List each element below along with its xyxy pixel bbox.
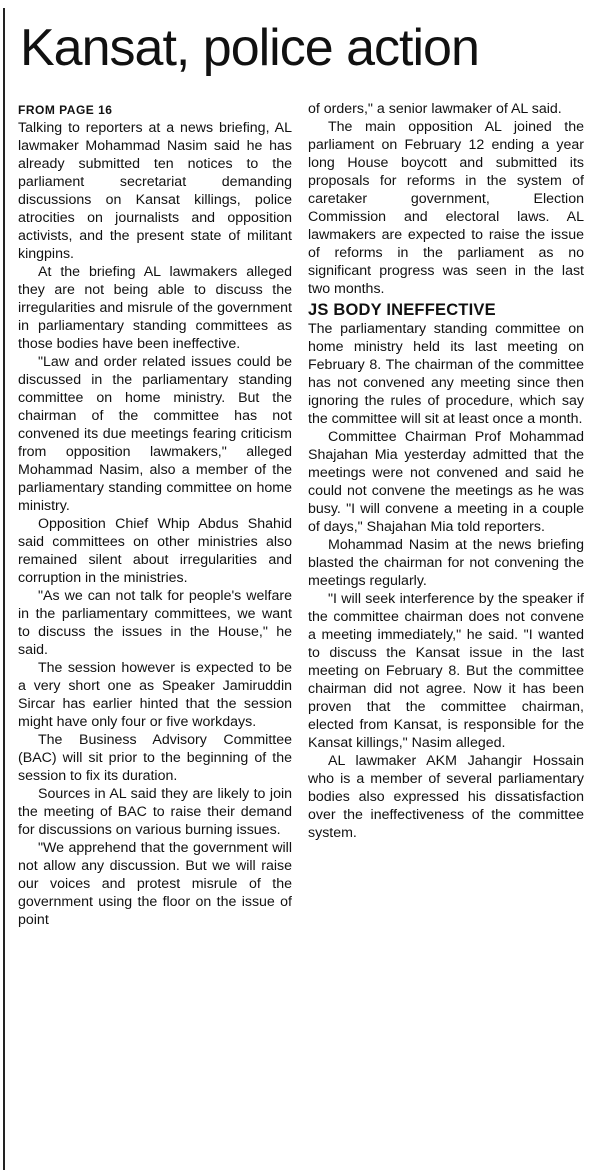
paragraph: "As we can not talk for people's welfare in the parliamentary committees, we want to discuss the issues in the House," he said.	[18, 588, 292, 658]
left-column	[18, 103, 292, 929]
paragraph: Committee Chairman Prof Mohammad Shajahan Mia yesterday admitted that the meetings were not convened and said he could not convene the meetings as he was busy. "I will convene a meeting in a couple of days," Shajahan Mia told reporters.	[308, 429, 584, 535]
paragraph: "We apprehend that the government will not allow any discussion. But we will raise our voices and protest misrule of the government using the floor on the issue of point	[18, 840, 292, 928]
right-column	[308, 100, 584, 842]
paragraph: Talking to reporters at a news briefing, AL lawmaker Mohammad Nasim said he has already submitted ten notices to the parliament secretariat demanding discussions on Kansat killings, police atrocities on journalists and opposition activists, and the present state of militant kingpins.	[18, 120, 292, 262]
paragraph: The parliamentary standing committee on home ministry held its last meeting on February 8. The chairman of the committee has not convened any meeting since then ignoring the rules of procedure, which say the committee will sit at least once a month.	[308, 321, 584, 427]
paragraph: Opposition Chief Whip Abdus Shahid said committees on other ministries also remained silent about irregularities and corruption in the ministries.	[18, 516, 292, 586]
paragraph: The session however is expected to be a very short one as Speaker Jamiruddin Sircar has earlier hinted that the session might have only four or five workdays.	[18, 660, 292, 730]
subhead: JS BODY INEFFECTIVE	[308, 301, 496, 319]
paragraph: "Law and order related issues could be discussed in the parliamentary standing committee on home ministry. But the chairman of the committee has not convened its due meetings fearing criticism from opposition lawmakers," alleged Mohammad Nasim, also a member of the parliamentary standing committee on home ministry.	[18, 354, 292, 514]
paragraph: The main opposition AL joined the parliament on February 12 ending a year long House boycott and submitted its proposals for reforms in the system of caretaker government, Election Commission and electoral laws. AL lawmakers are expected to raise the issue of reforms in the parliament as no significant progress was seen in the last two months.	[308, 119, 584, 297]
column-rule	[3, 8, 5, 1170]
paragraph: AL lawmaker AKM Jahangir Hossain who is a member of several parliamentary bodies also expressed his dissatisfaction over the ineffectiveness of the committee system.	[308, 753, 584, 841]
paragraph: of orders," a senior lawmaker of AL said.	[308, 101, 562, 117]
paragraph: At the briefing AL lawmakers alleged they are not being able to discuss the irregularities and misrule of the government in parliamentary standing committees as those bodies have been ineffective.	[18, 264, 292, 352]
paragraph: "I will seek interference by the speaker if the committee chairman does not convene a meeting immediately," he said. "I wanted to discuss the Kansat issue in the last meeting on February 8. But the committee chairman did not agree. Now it has been proven that the committee chairman, elected from Kansat, is responsible for the Kansat killings," Nasim alleged.	[308, 591, 584, 751]
paragraph: Sources in AL said they are likely to join the meeting of BAC to raise their demand for discussions on various burning issues.	[18, 786, 292, 838]
paragraph: Mohammad Nasim at the news briefing blasted the chairman for not convening the meetings regularly.	[308, 537, 584, 589]
kicker: FROM PAGE 16	[18, 103, 113, 117]
paragraph: The Business Advisory Committee (BAC) will sit prior to the beginning of the session to fix its duration.	[18, 732, 292, 784]
headline: Kansat, police action	[20, 19, 479, 77]
